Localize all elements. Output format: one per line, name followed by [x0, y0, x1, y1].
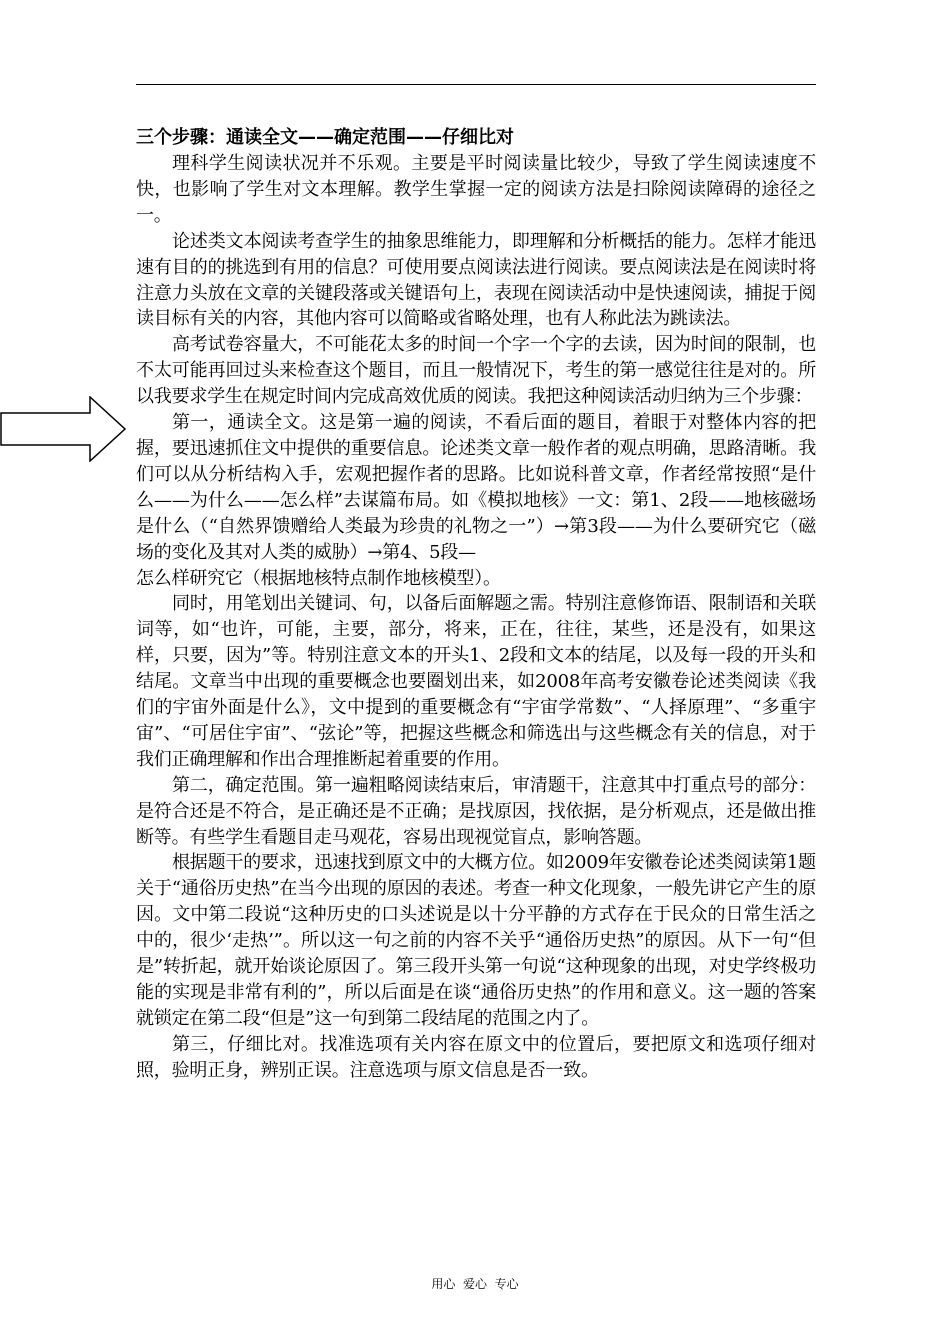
- document-body: [136, 125, 816, 1084]
- paragraph-locate: 根据题干的要求，迅速找到原文中的大概方位。如2009年安徽卷论述类阅读第1题关于“通俗历史热”在当今出现的原因的表述。考查一种文化现象，一般先讲它产生的原因。文中第二段说“这种历史的口头述说是以十分平静的方式存在于民众的日常生活之中的，很少‘走热’”。所以这一句之前的内容不关乎“通俗历史热”的原因。从下一句“但是”转折起，就开始谈论原因了。第三段开头第一句说“这种现象的出现，对史学终极功能的实现是非常有利的”，所以后面是在谈“通俗历史热”的作用和意义。这一题的答案就锁定在第二段“但是”这一句到第二段结尾的范围之内了。: [136, 852, 816, 1029]
- paragraph-intro: 理科学生阅读状况并不乐观。主要是平时阅读量比较少，导致了学生阅读速度不快，也影响了学生对文本理解。教学生掌握一定的阅读方法是扫除阅读障碍的途径之一。: [136, 153, 816, 226]
- paragraph-step-two: 第二，确定范围。第一遍粗略阅读结束后，审清题干，注意其中打重点号的部分：是符合还是不符合，是正确还是不正确；是找原因，找依据，是分析观点，还是做出推断等。有些学生看题目走马观花，容易出现视觉盲点，影响答题。: [136, 774, 816, 848]
- paragraph-step-three: 第三，仔细比对。找准选项有关内容在原文中的位置后，要把原文和选项仔细对照，验明正身，辨别正误。注意选项与原文信息是否一致。: [136, 1033, 816, 1081]
- paragraph-step-one: 第一，通读全文。这是第一遍的阅读，不看后面的题目，着眼于对整体内容的把握，要迅速抓住文中提供的重要信息。论述类文章一般作者的观点明确，思路清晰。我们可以从分析结构入手，宏观把握作者的思路。比如说科普文章，作者经常按照“是什么——为什么——怎么样”去谋篇布局。如《模拟地核》一文：第1、2段——地核磁场是什么（“自然界馈赠给人类最为珍贵的礼物之一”）→第3段——为什么要研究它（磁场的变化及其对人类的威胁）→第4、5段—: [136, 412, 816, 563]
- paragraph-keywords: 同时，用笔划出关键词、句，以备后面解题之需。特别注意修饰语、限制语和关联词等，如“也许，可能，主要，部分，将来，正在，往往，某些，还是没有，如果这样，只要，因为”等。特别注意文本的开头1、2段和文本的结尾，以及每一段的开头和结尾。文章当中出现的重要概念也要圈划出来，如2008年高考安徽卷论述类阅读《我们的宇宙外面是什么》，文中提到的重要概念有“宇宙学常数”、“人择原理”、“多重宇宙”、“可居住宇宙”、“弦论”等，把握这些概念和筛选出与这些概念有关的信息，对于我们正确理解和作出合理推断起着重要的作用。: [136, 593, 816, 770]
- paragraph-method: 论述类文本阅读考查学生的抽象思维能力，即理解和分析概括的能力。怎样才能迅速有目的的挑选到有用的信息？可使用要点阅读法进行阅读。要点阅读法是在阅读时将注意力头放在文章的关键段落或关键语句上，表现在阅读活动中是快速阅读，捕捉于阅读目标有关的内容，其他内容可以简略或省略处理，也有人称此法为跳读法。: [136, 230, 816, 330]
- header-rule: [136, 84, 816, 85]
- paragraph-step-one-continued: 怎么样研究它（根据地核特点制作地核模型）。: [136, 567, 501, 589]
- section-heading: 三个步骤：通读全文——确定范围——仔细比对: [136, 127, 514, 148]
- paragraph-three-steps: 高考试卷容量大，不可能花太多的时间一个字一个字的去读，因为时间的限制，也不太可能再回过头来检查这个题目，而且一般情况下，考生的第一感觉往往是对的。所以我要求学生在规定时间内完成高效优质的阅读。我把这种阅读活动归纳为三个步骤：: [136, 334, 816, 408]
- right-arrow-icon: [0, 396, 128, 462]
- page-footer: 用心 爱心 专心: [431, 1277, 519, 1291]
